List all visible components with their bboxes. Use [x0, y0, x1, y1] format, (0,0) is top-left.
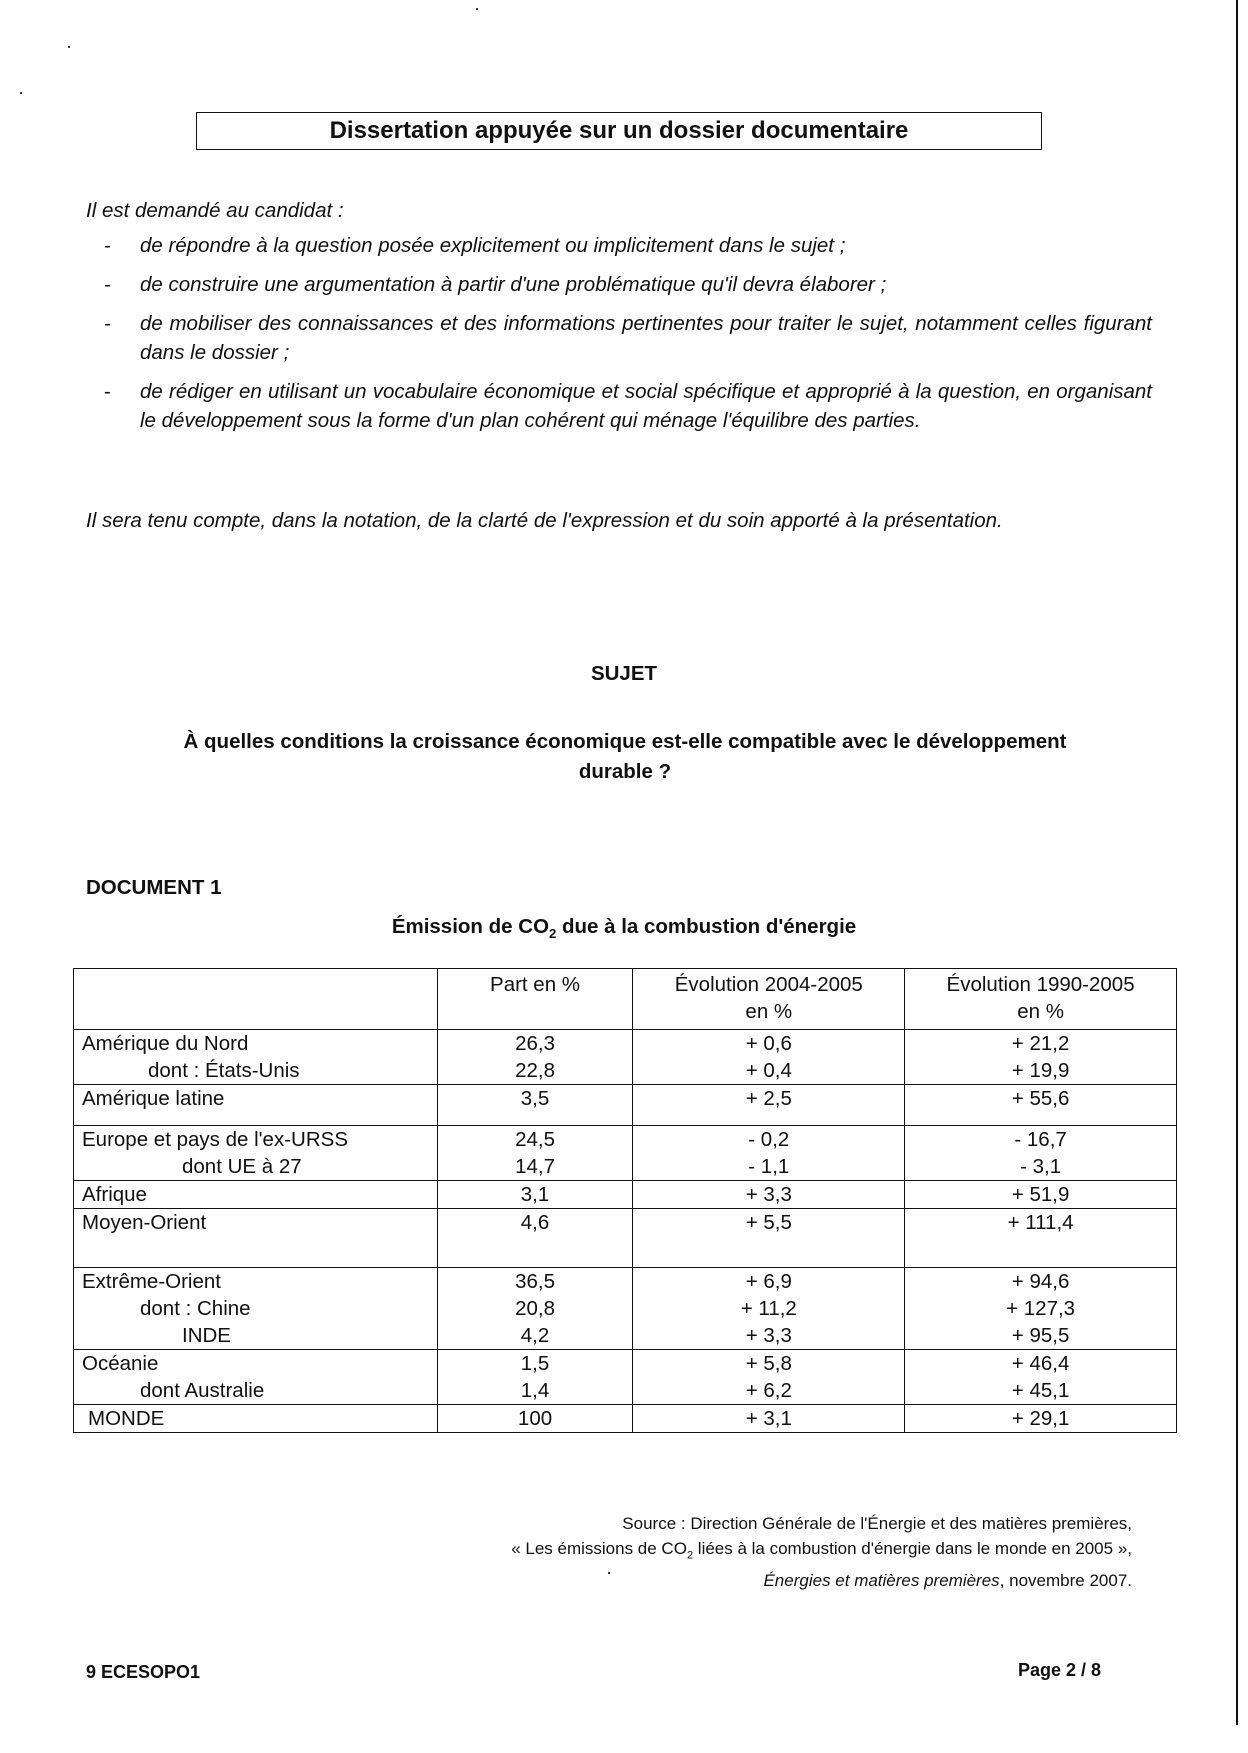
region-cell: Amérique du Nord dont : États-Unis [74, 1030, 438, 1085]
evo-9005-cell: + 111,4 [905, 1209, 1177, 1268]
section-title-box [196, 112, 1042, 150]
header-evo-1990-2005: Évolution 1990-2005 en % [905, 969, 1177, 1030]
evo-9005-cell: + 21,2 + 19,9 [905, 1030, 1177, 1085]
region-cell: Océanie dont Australie [74, 1350, 438, 1405]
scan-speck [20, 92, 22, 94]
part-cell: 36,5 20,8 4,2 [437, 1268, 633, 1350]
exam-code: 9 ECESOPO1 [86, 1662, 201, 1682]
instruction-item: - de construire une argumentation à partir d'une problématique qu'il devra élaborer ; [86, 270, 1152, 299]
region-cell: MONDE [74, 1405, 438, 1433]
table-row-group [74, 1085, 1177, 1126]
evo-9005-cell: + 46,4 + 45,1 [905, 1350, 1177, 1405]
part-cell: 26,3 22,8 [437, 1030, 633, 1085]
table-row-group [74, 1030, 1177, 1085]
subject-label: SUJET [590, 662, 658, 685]
region-cell: Extrême-Orient dont : Chine INDE [74, 1268, 438, 1350]
evo-0405-cell: + 5,5 [633, 1209, 905, 1268]
evo-0405-cell: + 0,6 + 0,4 [633, 1030, 905, 1085]
part-cell: 24,5 14,7 [437, 1126, 633, 1181]
header-part: Part en % [437, 969, 633, 1030]
document-label: DOCUMENT 1 [86, 876, 222, 899]
source-line-1: Source : Direction Générale de l'Énergie et des matières premières, [622, 1514, 1132, 1533]
region-cell: Amérique latine [74, 1085, 438, 1126]
table-header-row [74, 969, 1177, 1030]
document-title: Émission de $CO_2$ due à la combustion d'énergie [391, 915, 857, 942]
evo-0405-cell: - 0,2 - 1,1 [633, 1126, 905, 1181]
source-line-3: Énergies et matières premières, novembre 2007. [763, 1571, 1132, 1591]
instructions-list [86, 231, 1152, 435]
table-row-group [74, 1350, 1177, 1405]
header-evo-2004-2005: Évolution 2004-2005 en % [633, 969, 905, 1030]
bullet-dash: - [104, 312, 111, 335]
evo-0405-cell: + 3,1 [633, 1405, 905, 1433]
bullet-dash: - [104, 234, 111, 257]
page-number: Page 2 / 8 [1018, 1660, 1102, 1680]
evo-0405-cell: + 5,8 + 6,2 [633, 1350, 905, 1405]
evo-0405-cell: + 3,3 [633, 1181, 905, 1209]
evo-0405-cell: + 2,5 [633, 1085, 905, 1126]
instruction-item: - de mobiliser des connaissances et des informations pertinentes pour traiter le sujet, notamment celles figurant dans le dossier ; [86, 309, 1152, 367]
part-cell: 3,1 [437, 1181, 633, 1209]
table-row-group [74, 1209, 1177, 1268]
section-title: Dissertation appuyée sur un dossier documentaire [329, 117, 909, 144]
region-cell: Europe et pays de l'ex-URSS dont UE à 27 [74, 1126, 438, 1181]
notation-note: Il sera tenu compte, dans la notation, de la clarté de l'expression et du soin apporté à la présentation. [86, 509, 1003, 532]
evo-9005-cell: + 51,9 [905, 1181, 1177, 1209]
scan-speck [608, 1572, 610, 1574]
evo-0405-cell: + 6,9 + 11,2 + 3,3 [633, 1268, 905, 1350]
table-row-group [74, 1268, 1177, 1350]
co2-emissions-table [73, 968, 1177, 1433]
evo-9005-cell: + 29,1 [905, 1405, 1177, 1433]
part-cell: 100 [437, 1405, 633, 1433]
part-cell: 4,6 [437, 1209, 633, 1268]
scan-edge-line [1236, 0, 1238, 1725]
evo-9005-cell: + 94,6 + 127,3 + 95,5 [905, 1268, 1177, 1350]
part-cell: 3,5 [437, 1085, 633, 1126]
table-row-group [74, 1126, 1177, 1181]
part-cell: 1,5 1,4 [437, 1350, 633, 1405]
source-line-2: « Les émissions de $CO_2$ liées à la combustion d'énergie dans le monde en 2005 », [511, 1539, 1132, 1562]
header-region [74, 969, 438, 1030]
region-cell: Afrique [74, 1181, 438, 1209]
evo-9005-cell: - 16,7 - 3,1 [905, 1126, 1177, 1181]
instruction-item: - de répondre à la question posée explicitement ou implicitement dans le sujet ; [86, 231, 1152, 260]
bullet-dash: - [104, 380, 111, 403]
scan-speck [476, 8, 478, 10]
table-row-group [74, 1181, 1177, 1209]
scan-speck [68, 46, 70, 48]
subject-question: À quelles conditions la croissance économique est-elle compatible avec le développement durable ? [183, 730, 1067, 783]
instructions-block [86, 196, 1152, 445]
instructions-intro: Il est demandé au candidat : [86, 199, 344, 222]
instruction-item: - de rédiger en utilisant un vocabulaire économique et social spécifique et approprié à la question, en organisant le développement sous la forme d'un plan cohérent qui ménage l'équilibre des parties. [86, 377, 1152, 435]
table-row-total [74, 1405, 1177, 1433]
evo-9005-cell: + 55,6 [905, 1085, 1177, 1126]
region-cell: Moyen-Orient [74, 1209, 438, 1268]
source-citation [380, 1511, 1132, 1593]
bullet-dash: - [104, 273, 111, 296]
